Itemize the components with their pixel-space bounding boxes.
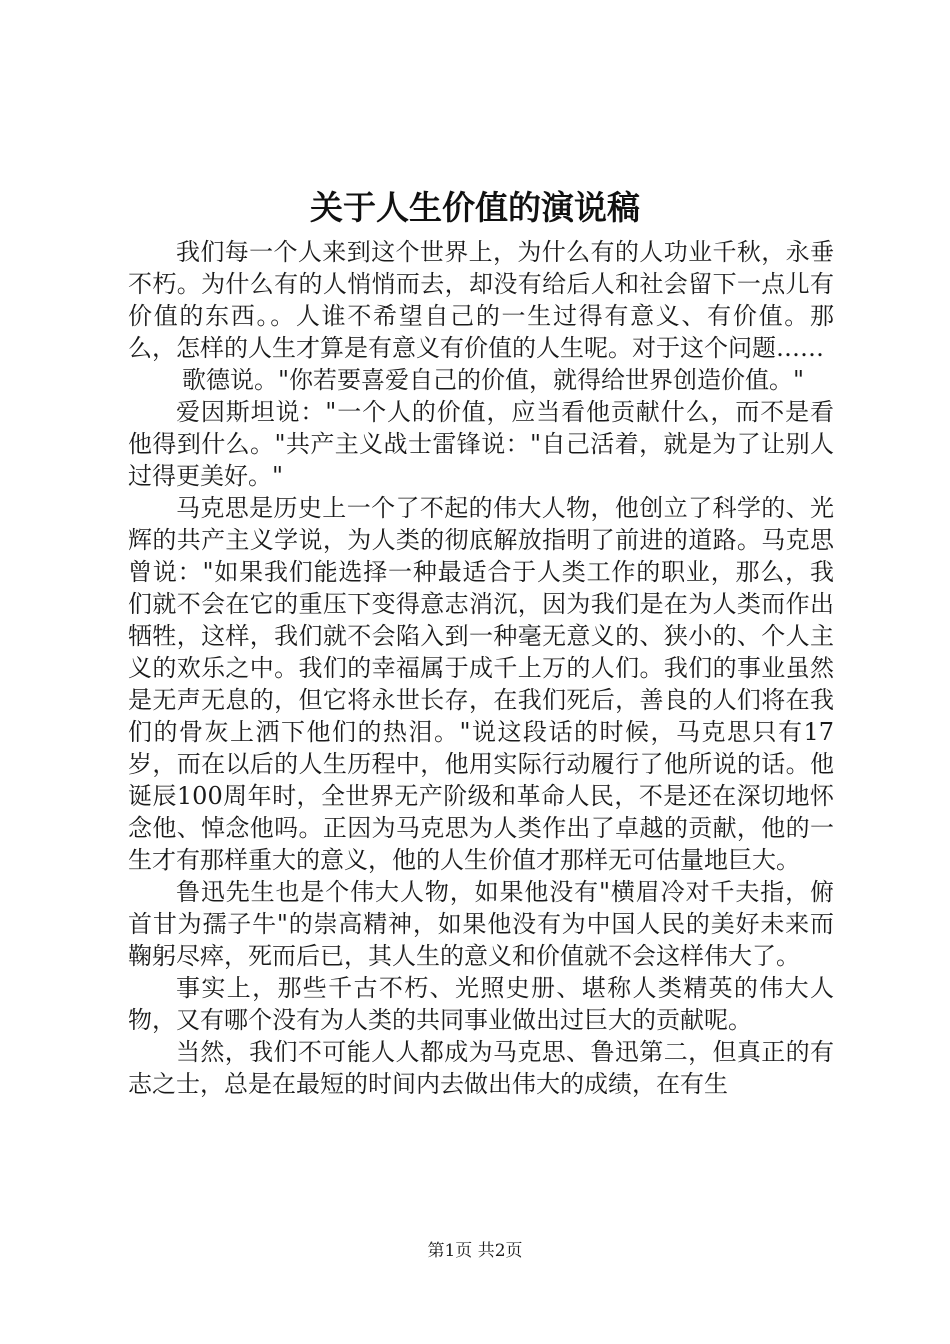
paragraph-great-figures: 事实上，那些千古不朽、光照史册、堪称人类精英的伟大人物，又有哪个没有为人类的共同事业做出过巨大的贡献呢。	[128, 974, 834, 1034]
document-title: 关于人生价值的演说稿	[310, 188, 640, 227]
paragraph-marx: 马克思是历史上一个了不起的伟大人物，他创立了科学的、光辉的共产主义学说，为人类的彻底解放指明了前进的道路。马克思曾说："如果我们能选择一种最适合于人类工作的职业，那么，我们就不会在它的重压下变得意志消沉，因为我们是在为人类而作出牺牲，这样，我们就不会陷入到一种毫无意义的、狭小的、个人主义的欢乐之中。我们的幸福属于成千上万的人们。我们的事业虽然是无声无息的，但它将永世长存，在我们死后，善良的人们将在我们的骨灰上洒下他们的热泪。"说这段话的时候，马克思只有17岁，而在以后的人生历程中，他用实际行动履行了他所说的话。他诞辰100周年时，全世界无产阶级和革命人民，不是还在深切地怀念他、悼念他吗。正因为马克思为人类作出了卓越的贡献，他的一生才有那样重大的意义，他的人生价值才那样无可估量地巨大。	[128, 494, 834, 874]
paragraph-einstein-quote: 爱因斯坦说："一个人的价值，应当看他贡献什么，而不是看他得到什么。"共产主义战士雷锋说："自己活着，就是为了让别人过得更美好。"	[128, 398, 834, 490]
paragraph-luxun: 鲁迅先生也是个伟大人物，如果他没有"横眉冷对千夫指，俯首甘为孺子牛"的崇高精神，如果他没有为中国人民的美好未来而鞠躬尽瘁，死而后已，其人生的意义和价值就不会这样伟大了。	[128, 878, 834, 970]
paragraph-goethe-quote: 歌德说。"你若要喜爱自己的价值，就得给世界创造价值。"	[182, 366, 805, 394]
paragraph-aspiration: 当然，我们不可能人人都成为马克思、鲁迅第二，但真正的有志之士，总是在最短的时间内去做出伟大的成绩，在有生	[128, 1038, 834, 1098]
page-number-footer: 第1页 共2页	[427, 1241, 523, 1261]
paragraph-intro: 我们每一个人来到这个世界上，为什么有的人功业千秋，永垂不朽。为什么有的人悄悄而去，却没有给后人和社会留下一点儿有价值的东西。。人谁不希望自己的一生过得有意义、有价值。那么，怎样的人生才算是有意义有价值的人生呢。对于这个问题……	[128, 238, 834, 362]
document-body	[128, 236, 834, 1100]
